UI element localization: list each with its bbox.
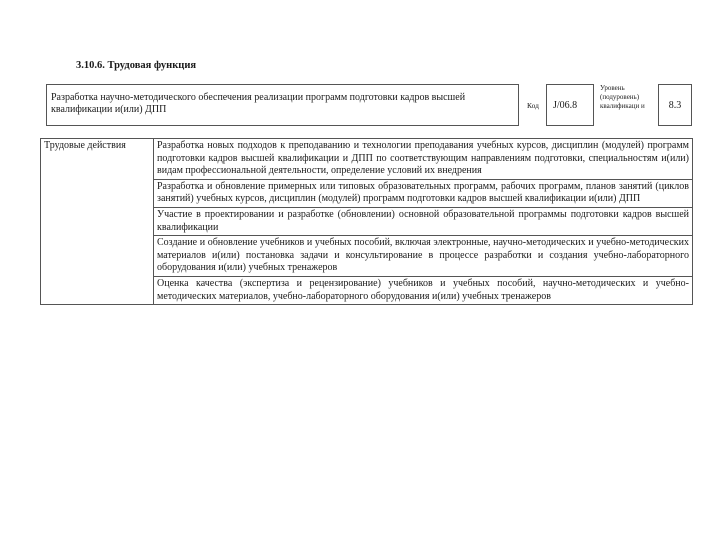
section-heading: 3.10.6. Трудовая функция: [76, 60, 197, 71]
function-name-box: [46, 84, 519, 126]
labor-action-5: Оценка качества (экспертиза и рецензирование) учебников и учебных пособий, научно-методических и учебно-методических материалов, учебно-лабораторного оборудования и(или) учебных тренажеров: [154, 276, 693, 304]
labor-actions-label: Трудовые действия: [41, 139, 154, 305]
qualification-level-value: 8.3: [668, 99, 682, 111]
labor-action-4: Создание и обновление учебников и учебных пособий, включая электронные, научно-методических и учебно-методических материалов и(или) постановка задачи и консультирование в процессе разработки и создания учебно-лабораторного оборудования и(или) учебных тренажеров: [154, 236, 693, 277]
code-label: Код: [527, 101, 539, 110]
qualification-level-box: [658, 84, 692, 126]
code-value: J/06.8: [553, 99, 578, 111]
labor-action-3: Участие в проектировании и разработке (обновлении) основной образовательной программы подготовки кадров высшей квалификации: [154, 207, 693, 235]
code-box: [546, 84, 594, 126]
qualification-level-label: Уровень (подуровень) квалификаци и: [600, 84, 645, 110]
labor-actions-table: [40, 138, 693, 305]
labor-action-1: Разработка новых подходов к преподаванию и технологии преподавания учебных курсов, дисциплин (модулей) программ подготовки кадров высшей квалификации и ДПП по соответствующим направлениям подготовки, специальностям и(или) видам профессиональной деятельности, определение условий их внедрения: [154, 139, 693, 180]
labor-action-2: Разработка и обновление примерных или типовых образовательных программ, рабочих программ, планов занятий (циклов занятий) учебных курсов, дисциплин (модулей) программ подготовки кадров высшей квалификации и(или) ДПП: [154, 179, 693, 207]
table-row: [41, 139, 693, 180]
function-name: Разработка научно-методического обеспечения реализации программ подготовки кадров высшей квалификации и(или) ДПП: [51, 92, 466, 115]
